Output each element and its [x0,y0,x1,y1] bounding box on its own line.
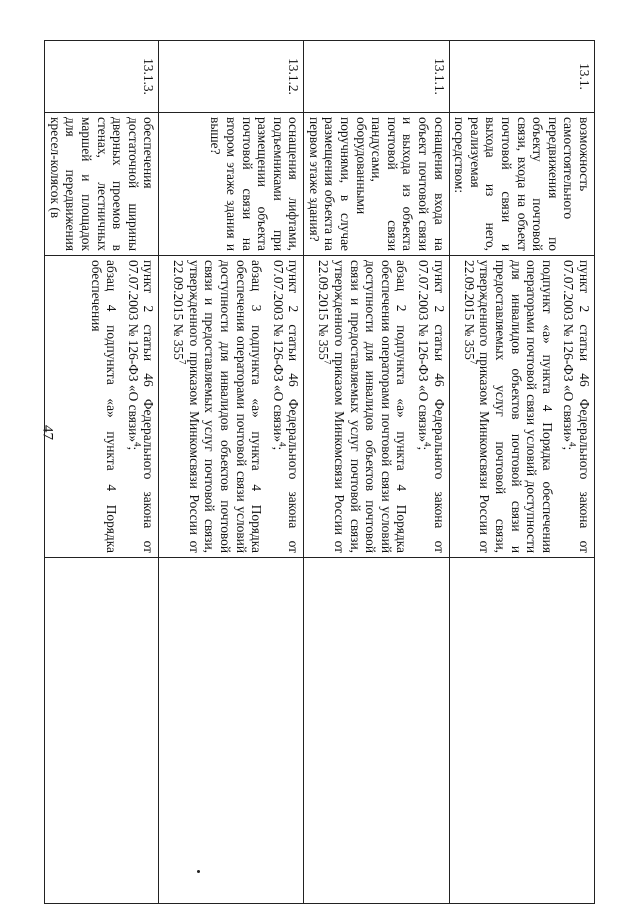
legal-basis-text: пункт 2 статьи 46 Федерального закона от 07.07.2003 № 126-ФЗ «О связи» [125,260,157,553]
legal-basis-item [316,260,410,553]
table-row [159,41,304,904]
legal-basis [159,256,304,558]
item-number: 13.1.3. [45,41,159,113]
table-row [304,41,449,904]
legal-basis-tail: ; [416,446,432,451]
requirement-text: обеспечения достаточной ширины дверных проемов в стенах, лестничных маршей и площадок для передвижения кресел-колясок (в [45,113,159,256]
footnote-ref: 4 [422,442,433,447]
legal-basis-tail: ; [125,446,141,451]
legal-basis-text: подпункт «а» пункта 4 Порядка обеспечения операторами почтовой связи условий доступности для инвалидов объектов почтовой связи и предоставляемых услуг почтовой связи, утвержденного приказом Минкомсвязи России от 22.09.2015 № 355 [461,260,555,553]
answer-cell [45,558,159,904]
item-number: 13.1.2. [159,41,304,113]
legal-basis-text: абзац 3 подпункта «а» пункта 4 Порядка обеспечения операторами почтовой связи условий доступности для инвалидов объектов почтовой связи и предоставляемых услуг почтовой связи, утвержденного приказом Минкомсвязи России от 22.09.2015 № 355 [171,260,265,553]
table-row [45,41,159,904]
footnote-ref: 4 [567,442,578,447]
table-row [449,41,594,904]
answer-cell [304,558,449,904]
footnote-ref: 7 [322,359,333,365]
legal-basis-item [171,260,265,553]
scan-speck [197,870,200,873]
item-number: 13.1. [449,41,594,113]
legal-basis-text: пункт 2 статьи 46 Федерального закона от 07.07.2003 № 126-ФЗ «О связи» [416,260,447,553]
legal-basis-item [88,260,119,553]
answer-cell [159,558,304,904]
footnote-ref: 4 [132,442,143,447]
legal-basis [45,256,159,558]
legal-basis [304,256,449,558]
answer-cell [449,558,594,904]
legal-basis-item [561,260,592,553]
legal-basis-tail: ; [270,446,286,451]
requirement-text: оснащения входа на объект почтовой связи и выхода из объекта почтовой связи пандусами, оборудованными поручнями, в случае размещения объекта на первом этаже здания? [304,113,449,256]
legal-basis-item [415,260,446,553]
checklist-table [44,40,595,904]
legal-basis-text: абзац 2 подпункта «а» пункта 4 Порядка обеспечения операторами почтовой связи условий доступности для инвалидов объектов почтовой связи и предоставляемых услуг почтовой связи, утвержденного приказом Минкомсвязи России от 22.09.2015 № 355 [316,260,410,553]
legal-basis-tail: ; [561,446,577,451]
legal-basis-text: абзац 4 подпункта «а» пункта 4 Порядка обеспечения [88,260,120,553]
legal-basis-item [270,260,301,553]
page-number: 47 [39,425,56,440]
legal-basis [449,256,594,558]
requirement-text: возможность самостоятельного передвижения по объекту почтовой связи, входа на объект почтовой связи и выхода из него, реализуемая посредством: [449,113,594,256]
requirement-text: оснащения лифтами, подъемниками при размещении объекта почтовой связи на втором этаже здания и выше? [159,113,304,256]
legal-basis-item [461,260,555,553]
footnote-ref: 7 [177,359,188,365]
legal-basis-item [125,260,156,553]
footnote-ref: 4 [277,442,288,447]
legal-basis-text: пункт 2 статьи 46 Федерального закона от 07.07.2003 № 126-ФЗ «О связи» [270,260,302,553]
footnote-ref: 7 [468,359,479,365]
item-number: 13.1.1. [304,41,449,113]
legal-basis-text: пункт 2 статьи 46 Федерального закона от 07.07.2003 № 126-ФЗ «О связи» [561,260,592,553]
